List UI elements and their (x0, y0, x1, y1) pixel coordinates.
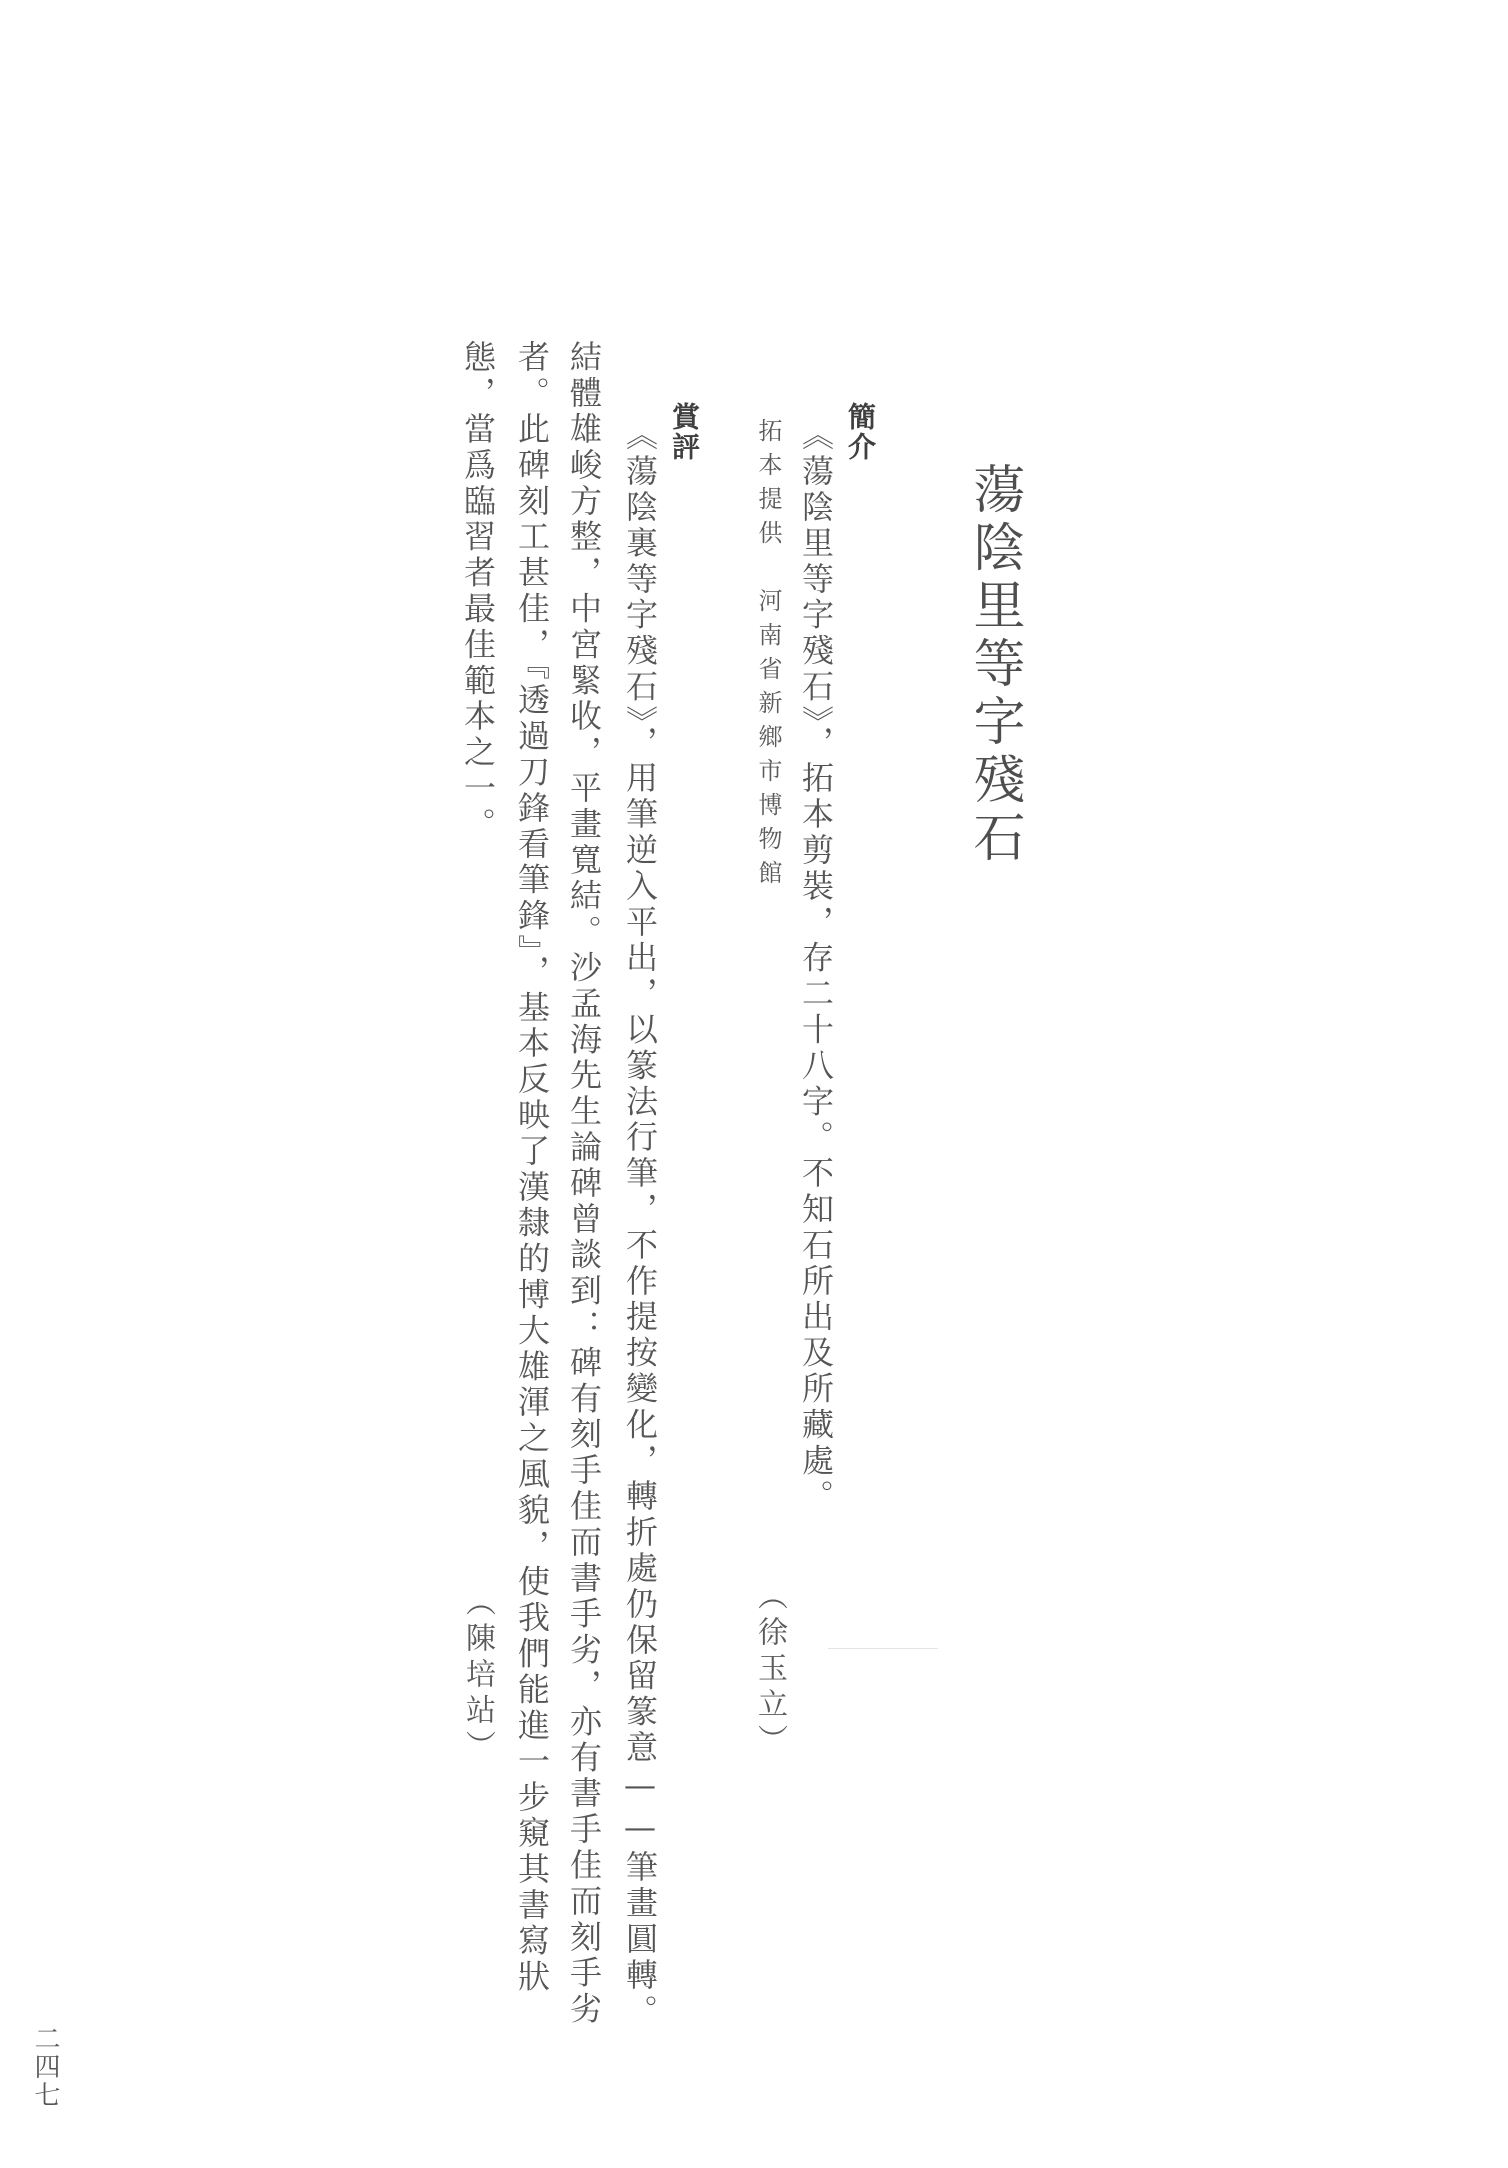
intro-heading: 簡介 (844, 402, 877, 462)
review-line-3: 者。此碑刻工甚佳，『透過刀鋒看筆鋒』，基本反映了漢隸的博大雄渾之風貌，使我們能進一步窺其書寫狀 (513, 340, 551, 1996)
review-line-4: 態，當爲臨習者最佳範本之一。 (459, 340, 497, 843)
intro-text: 《蕩陰里等字殘石》，拓本剪裝，存二十八字。不知石所出及所藏處。 (797, 418, 835, 1515)
page-title: 蕩陰里等字殘石 (964, 462, 1024, 868)
review-line-1: 《蕩陰裏等字殘石》，用筆逆入平出，以篆法行筆，不作提按變化，轉折處仍保留篆意——筆畫圓轉。 (621, 418, 659, 2030)
intro-author: （徐玉立） (752, 1580, 787, 1760)
review-line-2: 結體雄峻方整，中宮緊收，平畫寬結。沙孟海先生論碑曾談到：碑有刻手佳而書手劣，亦有書手佳而刻手劣 (565, 340, 603, 2028)
review-heading: 賞評 (668, 402, 701, 462)
review-author: （陳培站） (460, 1586, 495, 1766)
rubbing-credit: 拓本提供 河南省新鄉市博物館 (754, 418, 782, 894)
page-number: 二四七 (30, 2025, 60, 2109)
faint-mark (828, 1648, 938, 1649)
